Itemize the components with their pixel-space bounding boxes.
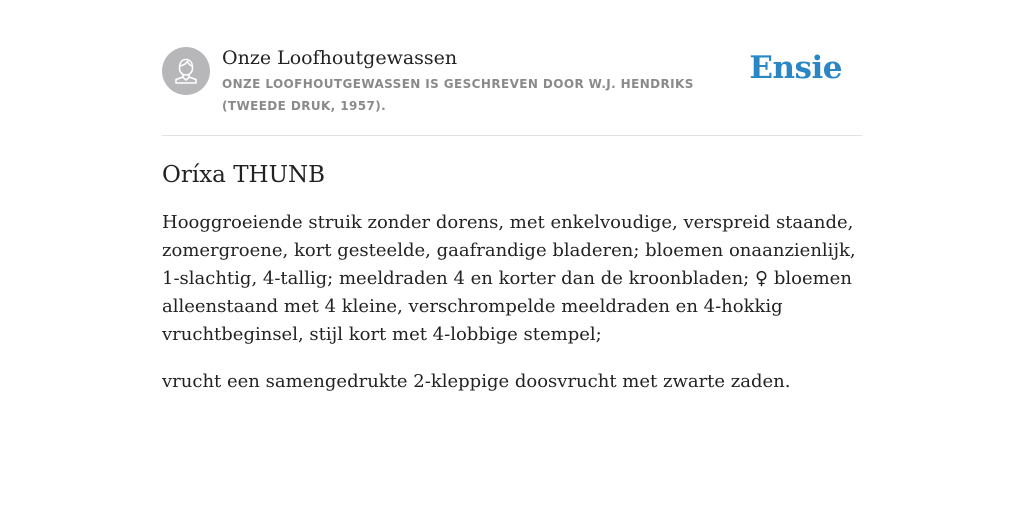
author-name[interactable]: Onze Loofhoutgewassen: [222, 47, 458, 69]
author-description: ONZE LOOFHOUTGEWASSEN IS GESCHREVEN DOOR W.J. HENDRIKS (TWEEDE DRUK, 1957).: [222, 77, 694, 113]
user-avatar-icon[interactable]: [162, 47, 210, 95]
source-info: [222, 44, 752, 117]
article: [162, 158, 862, 415]
article-paragraph: Hooggroeiende struik zonder dorens, met enkelvoudige, verspreid staande, zomergroene, kort gesteelde, gaafrandige bladeren; bloemen onaanzienlijk, 1-slachtig, 4-tallig; meeldraden 4 en korter dan de kroonbladen; ♀ bloemen alleenstaand met 4 kleine, verschrompelde meeldraden en 4-hokkig vruchtbeginsel, stijl kort met 4-lobbige stempel;: [162, 212, 856, 345]
divider: [162, 135, 862, 136]
brand-logo-link[interactable]: Ensie: [749, 50, 842, 86]
article-paragraph: vrucht een samengedrukte 2-kleppige doosvrucht met zwarte zaden.: [162, 371, 791, 392]
article-title: Oríxa THUNB: [162, 162, 326, 188]
source-header: [162, 44, 862, 136]
